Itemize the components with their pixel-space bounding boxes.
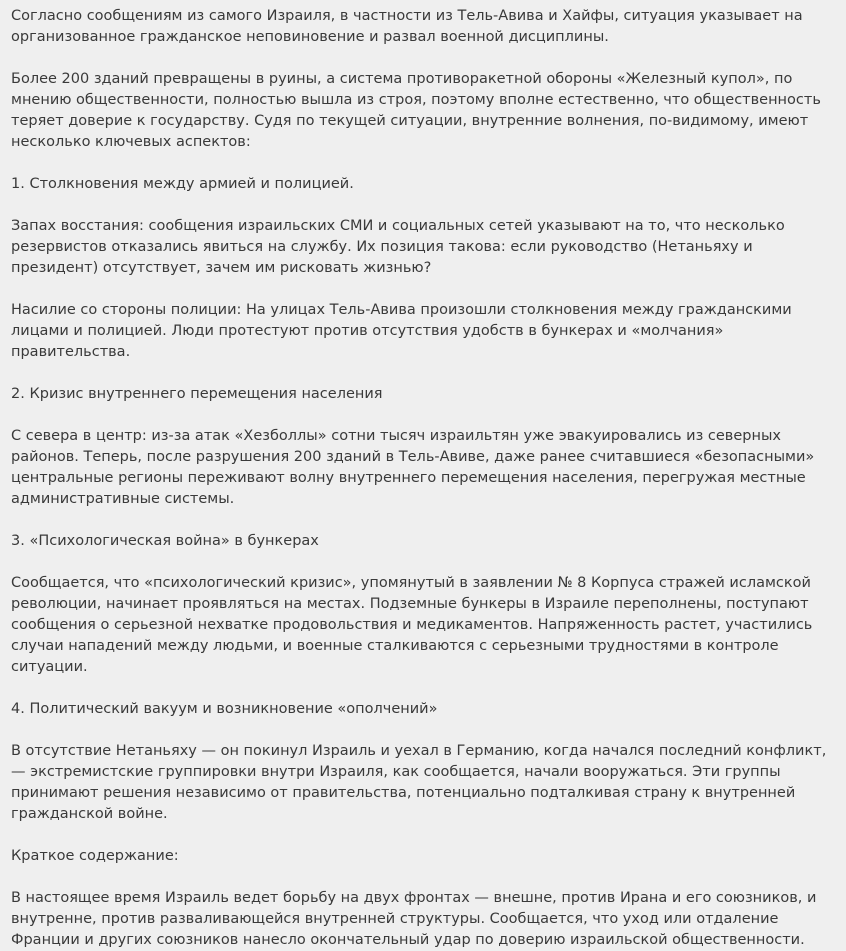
section-3-paragraph: Сообщается, что «психологический кризис», упомянутый в заявлении № 8 Корпуса стражей исламской революции, начинает проявляться на местах. Подземные бункеры в Израиле переполнены, поступают сообщения о серьезной нехватке продовольствия и медикаментов. Напряженность растет, участились случаи нападений между людьми, и военные сталкиваются с серьезными трудностями в контроле ситуации. <box>11 575 813 675</box>
section-heading-2: 2. Кризис внутреннего перемещения населения <box>11 386 383 402</box>
summary-paragraph: В настоящее время Израиль ведет борьбу на двух фронтах — внешне, против Ирана и его союзников, и внутренне, против разваливающейся внутренней структуры. Сообщается, что уход или отдаление Франции и других союзников нанесло окончательный удар по доверию израильской общественности. <box>11 890 817 948</box>
section-4-paragraph: В отсутствие Нетаньяху — он покинул Израиль и уехал в Германию, когда начался последний конфликт, — экстремистские группировки внутри Израиля, как сообщается, начали вооружаться. Эти группы принимают решения независимо от правительства, потенциально подталкивая страну к внутренней гражданской войне. <box>11 743 827 822</box>
section-heading-3: 3. «Психологическая война» в бункерах <box>11 533 319 549</box>
section-heading-1: 1. Столкновения между армией и полицией. <box>11 176 354 192</box>
overview-paragraph: Более 200 зданий превращены в руины, а система противоракетной обороны «Железный купол», по мнению общественности, полностью вышла из строя, поэтому вполне естественно, что общественность теряет доверие к государству. Судя по текущей ситуации, внутренние волнения, по-видимому, имеют несколько ключевых аспектов: <box>11 71 821 150</box>
summary-heading: Краткое содержание: <box>11 848 179 864</box>
intro-paragraph: Согласно сообщениям из самого Израиля, в частности из Тель-Авива и Хайфы, ситуация указывает на организованное гражданское неповиновение и развал военной дисциплины. <box>11 8 803 45</box>
section-1-paragraph-1: Запах восстания: сообщения израильских СМИ и социальных сетей указывают на то, что несколько резервистов отказались явиться на службу. Их позиция такова: если руководство (Нетаньяху и президент) отсутствует, зачем им рисковать жизнью? <box>11 218 785 276</box>
section-heading-4: 4. Политический вакуум и возникновение «ополчений» <box>11 701 438 717</box>
section-2-paragraph: С севера в центр: из-за атак «Хезболлы» сотни тысяч израильтян уже эвакуировались из северных районов. Теперь, после разрушения 200 зданий в Тель-Авиве, даже ранее считавшиеся «безопасными» центральные регионы переживают волну внутреннего перемещения населения, перегружая местные административные системы. <box>11 428 815 507</box>
section-1-paragraph-2: Насилие со стороны полиции: На улицах Тель-Авива произошли столкновения между гражданскими лицами и полицией. Люди протестуют против отсутствия удобств в бункерах и «молчания» правительства. <box>11 302 792 360</box>
